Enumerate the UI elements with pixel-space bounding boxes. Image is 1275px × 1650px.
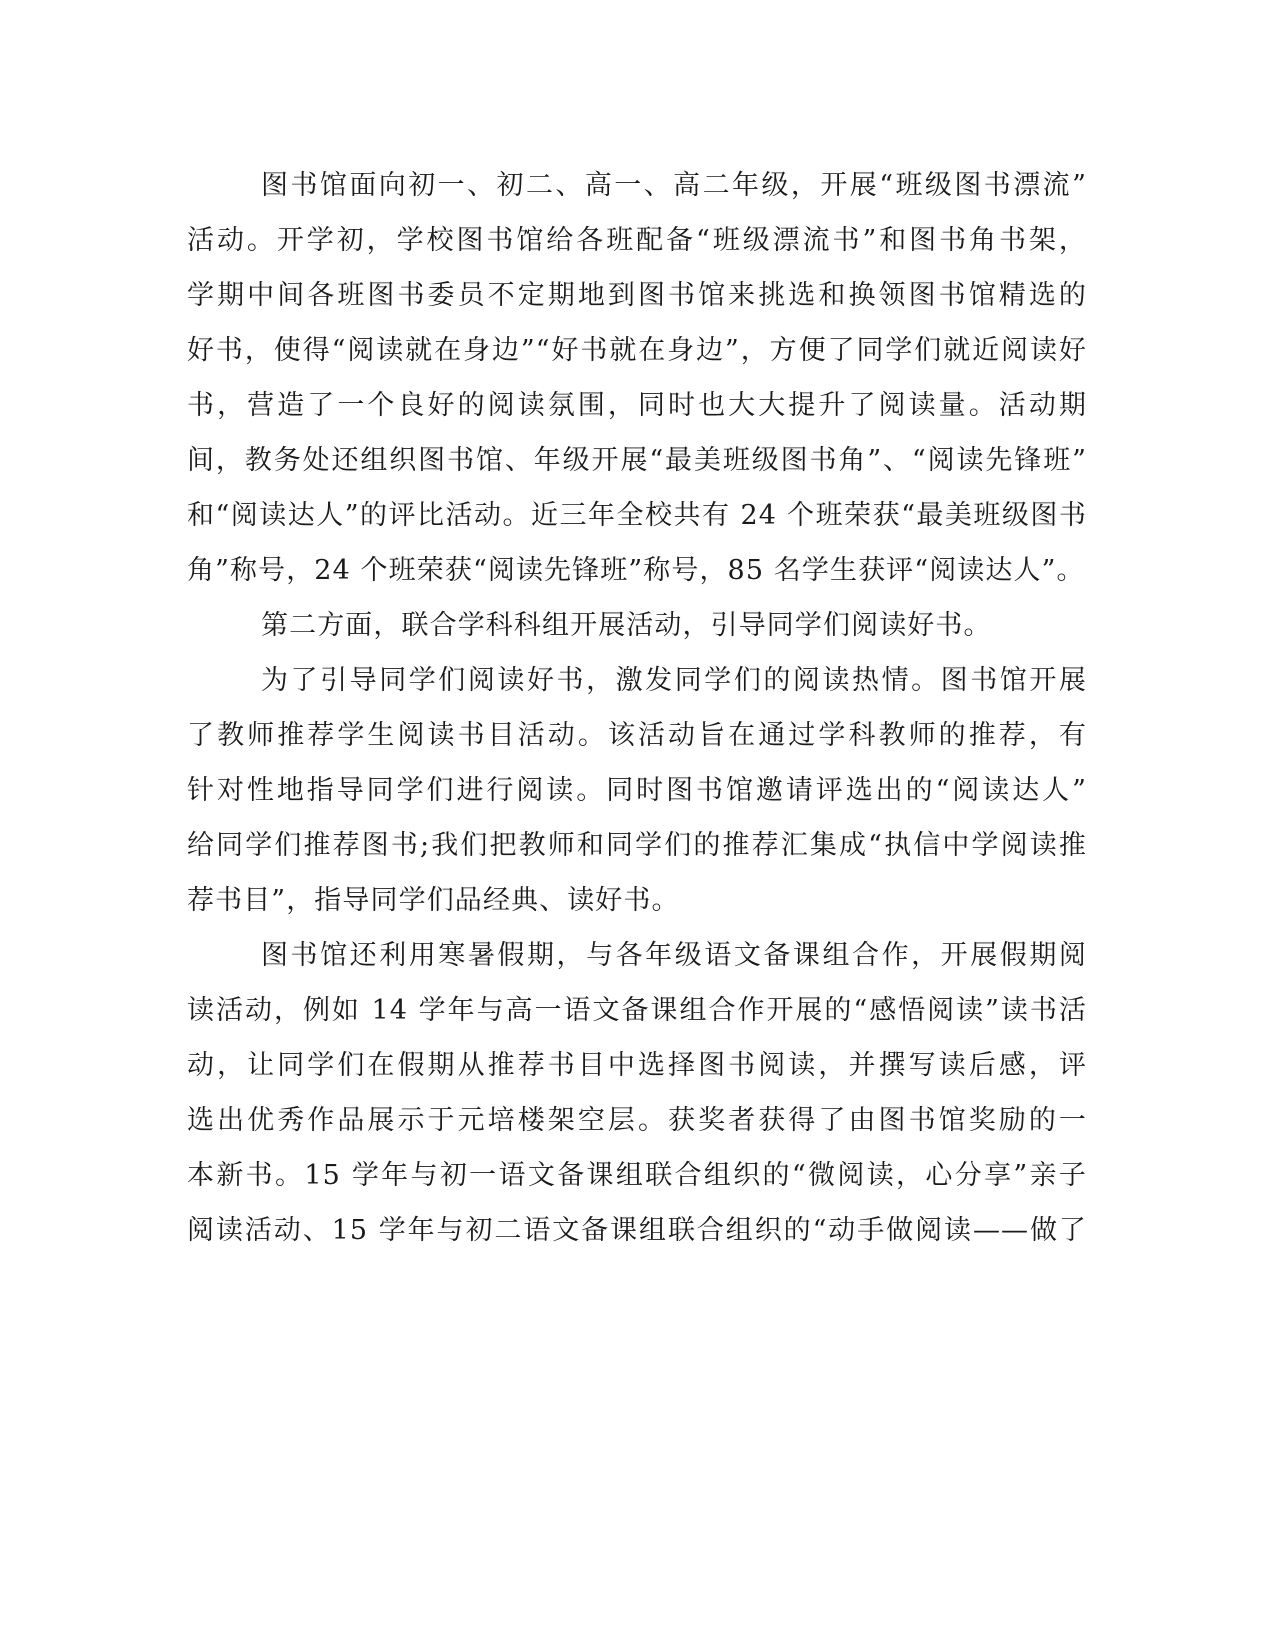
paragraph-1-line-1: 图书馆面向初一、初二、高一、高二年级，开展“班级图书漂流” [261, 170, 1087, 201]
paragraph-3-line-3: 针对性地指导同学们进行阅读。同时图书馆邀请评选出的“阅读达人” [187, 775, 1087, 806]
paragraph-1-line-4: 好书，使得“阅读就在身边”“好书就在身边”，方便了同学们就近阅读好 [187, 335, 1087, 366]
paragraph-4-line-1: 图书馆还利用寒暑假期，与各年级语文备课组合作，开展假期阅 [261, 940, 1087, 971]
document-body [187, 158, 1087, 1258]
paragraph-4-line-5: 本新书。15 学年与初一语文备课组联合组织的“微阅读，心分享”亲子 [187, 1160, 1087, 1191]
paragraph-1-line-7: 和“阅读达人”的评比活动。近三年全校共有 24 个班荣获“最美班级图书 [187, 500, 1087, 531]
paragraph-1-line-3: 学期中间各班图书委员不定期地到图书馆来挑选和换领图书馆精选的 [187, 280, 1087, 311]
paragraph-1-line-6: 间，教务处还组织图书馆、年级开展“最美班级图书角”、“阅读先锋班” [187, 445, 1087, 476]
paragraph-4-line-3: 动，让同学们在假期从推荐书目中选择图书阅读，并撰写读后感，评 [187, 1050, 1087, 1081]
paragraph-4-line-2: 读活动，例如 14 学年与高一语文备课组合作开展的“感悟阅读”读书活 [187, 995, 1087, 1026]
paragraph-1-line-8: 角”称号，24 个班荣获“阅读先锋班”称号，85 名学生获评“阅读达人”。 [187, 555, 1085, 586]
paragraph-1-line-2: 活动。开学初，学校图书馆给各班配备“班级漂流书”和图书角书架， [187, 225, 1087, 256]
paragraph-3-line-2: 了教师推荐学生阅读书目活动。该活动旨在通过学科教师的推荐，有 [187, 720, 1087, 751]
paragraph-4-line-4: 选出优秀作品展示于元培楼架空层。获奖者获得了由图书馆奖励的一 [187, 1105, 1087, 1136]
paragraph-3-line-4: 给同学们推荐图书;我们把教师和同学们的推荐汇集成“执信中学阅读推 [187, 830, 1087, 861]
paragraph-4-line-6: 阅读活动、15 学年与初二语文备课组联合组织的“动手做阅读——做了 [187, 1215, 1087, 1246]
paragraph-1-line-5: 书，营造了一个良好的阅读氛围，同时也大大提升了阅读量。活动期 [187, 390, 1087, 421]
paragraph-3-line-5: 荐书目”，指导同学们品经典、读好书。 [187, 885, 680, 916]
paragraph-2-line-1: 第二方面，联合学科科组开展活动，引导同学们阅读好书。 [261, 610, 992, 641]
paragraph-3-line-1: 为了引导同学们阅读好书，激发同学们的阅读热情。图书馆开展 [261, 665, 1087, 696]
